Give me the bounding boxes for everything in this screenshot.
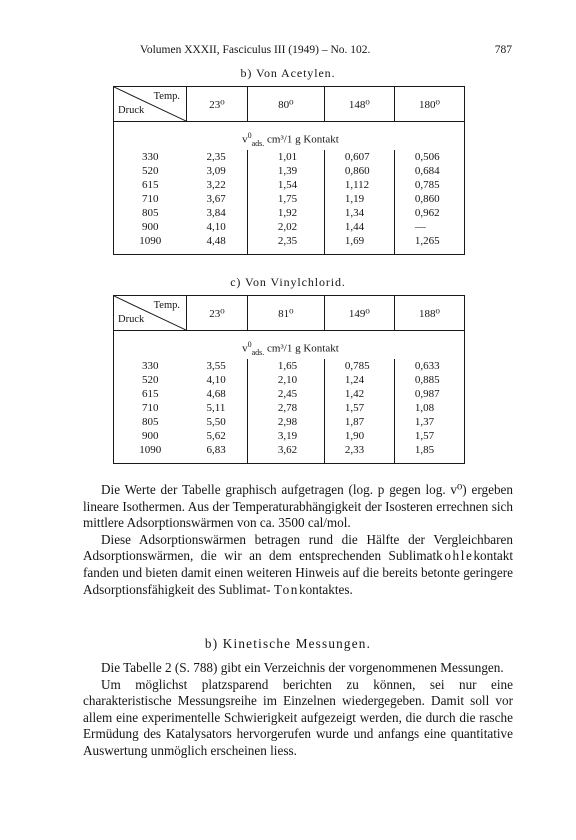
value-cell: 0,962 [414,207,440,219]
value-cell: 4,68 [187,387,248,401]
value-cell: 2,33 [324,443,394,464]
table-row [114,415,465,429]
value-cell: 3,09 [187,164,248,178]
table-row [114,373,465,387]
table-row [114,220,465,234]
pressure-cell: 330 [142,151,159,163]
table-vinylchlorid [113,295,465,464]
value-cell: 2,02 [247,220,324,234]
unit-label: $v^0_{ads.}$ cm³/1 g Kontakt [242,131,339,148]
value-cell: 6,83 [187,443,248,464]
table-row [114,206,465,220]
value-cell: 4,10 [187,373,248,387]
section-title: b) Kinetische Messungen. [204,636,372,651]
corner-druck-label: Druck [118,314,145,325]
pressure-cell: 330 [142,360,159,372]
value-cell: 2,78 [247,401,324,415]
value-cell: 1,42 [324,387,394,401]
corner-cell [114,296,187,331]
table-row [114,150,465,164]
table-c-rows [114,359,465,464]
temp-header: 148⁰ [324,87,394,122]
value-cell: 0,785 [414,179,440,191]
pressure-cell: 1090 [139,444,162,456]
value-cell: 1,24 [324,373,394,387]
paragraph: Um möglichst platzsparend berichten zu können, sei nur eine charakteristische Messungsreihe im Einzelnen wiedergegeben. Damit soll vor allem eine experimentelle Schwierigkeit aufgezeigt werden, die durch die rasche Ermüdung des Katalysators hervorgerufen wurde und anfangs eine quantitative Auswertung unmöglich erscheinen liess. [83,676,513,758]
temp-header: 180⁰ [394,87,464,122]
table-row [114,401,465,415]
value-cell: 1,57 [324,401,394,415]
temp-header: 80⁰ [247,87,324,122]
value-cell: 1,87 [324,415,394,429]
value-cell: 0,860 [324,164,394,178]
temp-header: 23⁰ [187,87,248,122]
value-cell: 1,112 [324,178,394,192]
value-cell: 3,19 [247,429,324,443]
pressure-cell: 520 [142,374,159,386]
pressure-cell: 805 [142,207,159,219]
pressure-cell: 805 [142,416,159,428]
value-cell: 3,55 [187,359,248,373]
value-cell: 2,35 [247,234,324,255]
value-cell: 5,11 [187,401,248,415]
value-cell: 1,54 [247,178,324,192]
value-cell: 1,39 [247,164,324,178]
paragraph: Diese Adsorptionswärmen betragen rund die Hälfte der Vergleichbaren Adsorptionswärmen, die wir an dem entsprechenden Sublimatkohlekontakt fanden und bieten damit einen weiteren Hinweis auf die bereits betonte geringere Adsorptionsfähigkeit des Sublimat- Tonkontaktes. [83,531,513,597]
value-cell: 0,785 [324,359,394,373]
pressure-cell: 710 [142,193,159,205]
value-cell: 5,62 [187,429,248,443]
corner-cell [114,87,187,122]
value-cell: — [414,221,426,233]
table-row [114,359,465,373]
value-cell: 0,987 [414,388,440,400]
corner-druck-label: Druck [118,105,145,116]
pressure-cell: 615 [142,388,159,400]
value-cell: 3,67 [187,192,248,206]
value-cell: 1,44 [324,220,394,234]
paragraph: Die Tabelle 2 (S. 788) gibt ein Verzeichnis der vorgenommenen Messungen. [101,660,504,675]
value-cell: 2,98 [247,415,324,429]
value-cell: 1,01 [247,150,324,164]
value-cell: 0,633 [414,360,440,372]
table-row [114,192,465,206]
table-row [114,429,465,443]
page-header [0,44,576,60]
pressure-cell: 615 [142,179,159,191]
value-cell: 0,885 [414,374,440,386]
body-text-1 [83,482,513,598]
pressure-cell: 520 [142,165,159,177]
temp-header: 81⁰ [247,296,324,331]
value-cell: 3,84 [187,206,248,220]
value-cell: 1,75 [247,192,324,206]
table-acetylen [113,86,465,255]
temp-header: 149⁰ [324,296,394,331]
value-cell: 4,10 [187,220,248,234]
value-cell: 3,62 [247,443,324,464]
value-cell: 2,35 [187,150,248,164]
value-cell: 0,607 [324,150,394,164]
table-b-caption: b) Von Acetylen. [240,66,336,80]
value-cell: 0,684 [414,165,440,177]
pressure-cell: 710 [142,402,159,414]
value-cell: 5,50 [187,415,248,429]
value-cell: 2,10 [247,373,324,387]
value-cell: 1,65 [247,359,324,373]
paragraph: Die Werte der Tabelle graphisch aufgetragen (log. p gegen log. v⁰) ergeben lineare Isothermen. Aus der Temperaturabhängigkeit der Isosteren errechnen sich mittlere Adsorptionswärmen von ca. 3500 cal/mol. [83,482,513,531]
value-cell: 1,37 [414,416,435,428]
value-cell: 4,48 [187,234,248,255]
value-cell: 3,22 [187,178,248,192]
table-row [114,178,465,192]
value-cell: 1,85 [414,444,435,456]
temp-header: 188⁰ [394,296,464,331]
journal-title: Volumen XXXII, Fasciculus III (1949) – No. 102. [140,44,371,56]
value-cell: 2,45 [247,387,324,401]
table-b-rows [114,150,465,255]
pressure-cell: 900 [142,221,159,233]
corner-temp-label: Temp. [153,91,180,102]
table-row [114,234,465,255]
table-row [114,164,465,178]
value-cell: 1,08 [414,402,435,414]
table-row [114,443,465,464]
value-cell: 0,860 [414,193,440,205]
unit-label: $v^0_{ads.}$ cm³/1 g Kontakt [242,340,339,357]
value-cell: 1,92 [247,206,324,220]
value-cell: 0,506 [414,151,440,163]
value-cell: 1,19 [324,192,394,206]
value-cell: 1,69 [324,234,394,255]
pressure-cell: 1090 [139,235,162,247]
value-cell: 1,265 [414,235,440,247]
table-c-caption: c) Von Vinylchlorid. [230,275,346,289]
page-number: 787 [494,44,512,56]
pressure-cell: 900 [142,430,159,442]
body-text-2 [83,660,513,760]
value-cell: 1,34 [324,206,394,220]
corner-temp-label: Temp. [153,300,180,311]
value-cell: 1,57 [414,430,435,442]
temp-header: 23⁰ [187,296,248,331]
value-cell: 1,90 [324,429,394,443]
table-row [114,387,465,401]
